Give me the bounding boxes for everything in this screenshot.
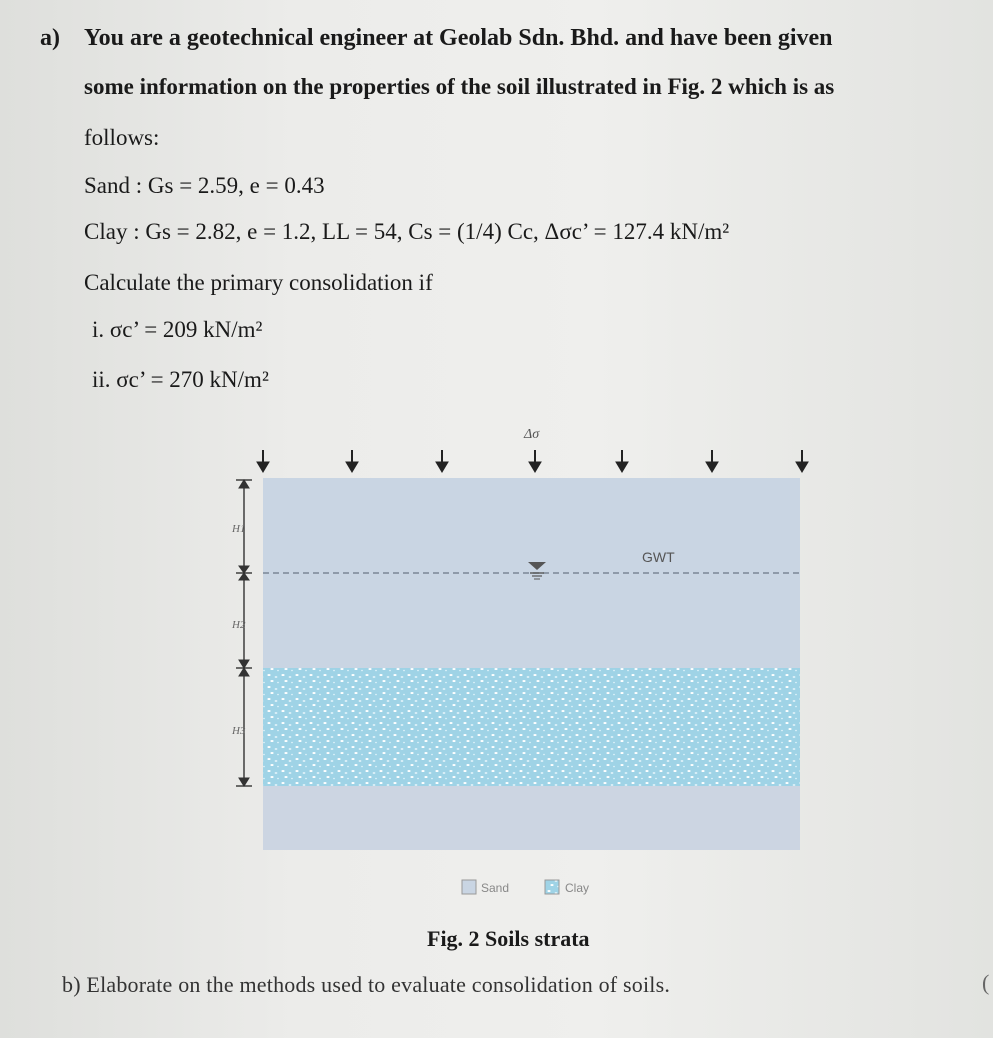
- clay-layer: [263, 668, 800, 786]
- question-a-line-3: follows:: [84, 125, 160, 150]
- load-arrow: [529, 450, 541, 472]
- load-arrow: [796, 450, 808, 472]
- question-a-line-2: some information on the properties of the soil illustrated in Fig. 2 which is as: [84, 74, 835, 99]
- h1-label: H1: [232, 523, 246, 535]
- edge-mark: (: [982, 970, 990, 995]
- legend-clay-swatch: [545, 880, 559, 894]
- h3-label: H3: [232, 725, 246, 737]
- load-arrows: [257, 450, 808, 472]
- question-a-label: a): [40, 25, 60, 51]
- case-ii: ii. σc’ = 270 kN/m²: [92, 367, 269, 392]
- load-arrow: [257, 450, 269, 472]
- load-arrow: [346, 450, 358, 472]
- legend-clay-label: Clay: [565, 881, 590, 895]
- load-label: Δσ: [524, 427, 540, 442]
- legend: [462, 880, 589, 895]
- clay-properties: Clay : Gs = 2.82, e = 1.2, LL = 54, Cs = (1/4) Cc, Δσc’ = 127.4 kN/m²: [84, 219, 730, 244]
- case-i: i. σc’ = 209 kN/m²: [92, 317, 263, 342]
- load-arrow: [616, 450, 628, 472]
- sand-properties: Sand : Gs = 2.59, e = 0.43: [84, 173, 325, 198]
- question-a-line-1: You are a geotechnical engineer at Geolab Sdn. Bhd. and have been given: [84, 25, 833, 51]
- load-arrow: [436, 450, 448, 472]
- calculation-prompt: Calculate the primary consolidation if: [84, 270, 433, 295]
- h2-label: H2: [232, 619, 246, 631]
- legend-sand-label: Sand: [481, 881, 510, 895]
- gwt-label: GWT: [642, 549, 675, 565]
- base-layer: [263, 786, 800, 850]
- legend-sand-swatch: [462, 880, 476, 894]
- figure-caption: Fig. 2 Soils strata: [427, 926, 590, 951]
- question-b: b) Elaborate on the methods used to evaluate consolidation of soils.: [62, 972, 671, 997]
- load-arrow: [706, 450, 718, 472]
